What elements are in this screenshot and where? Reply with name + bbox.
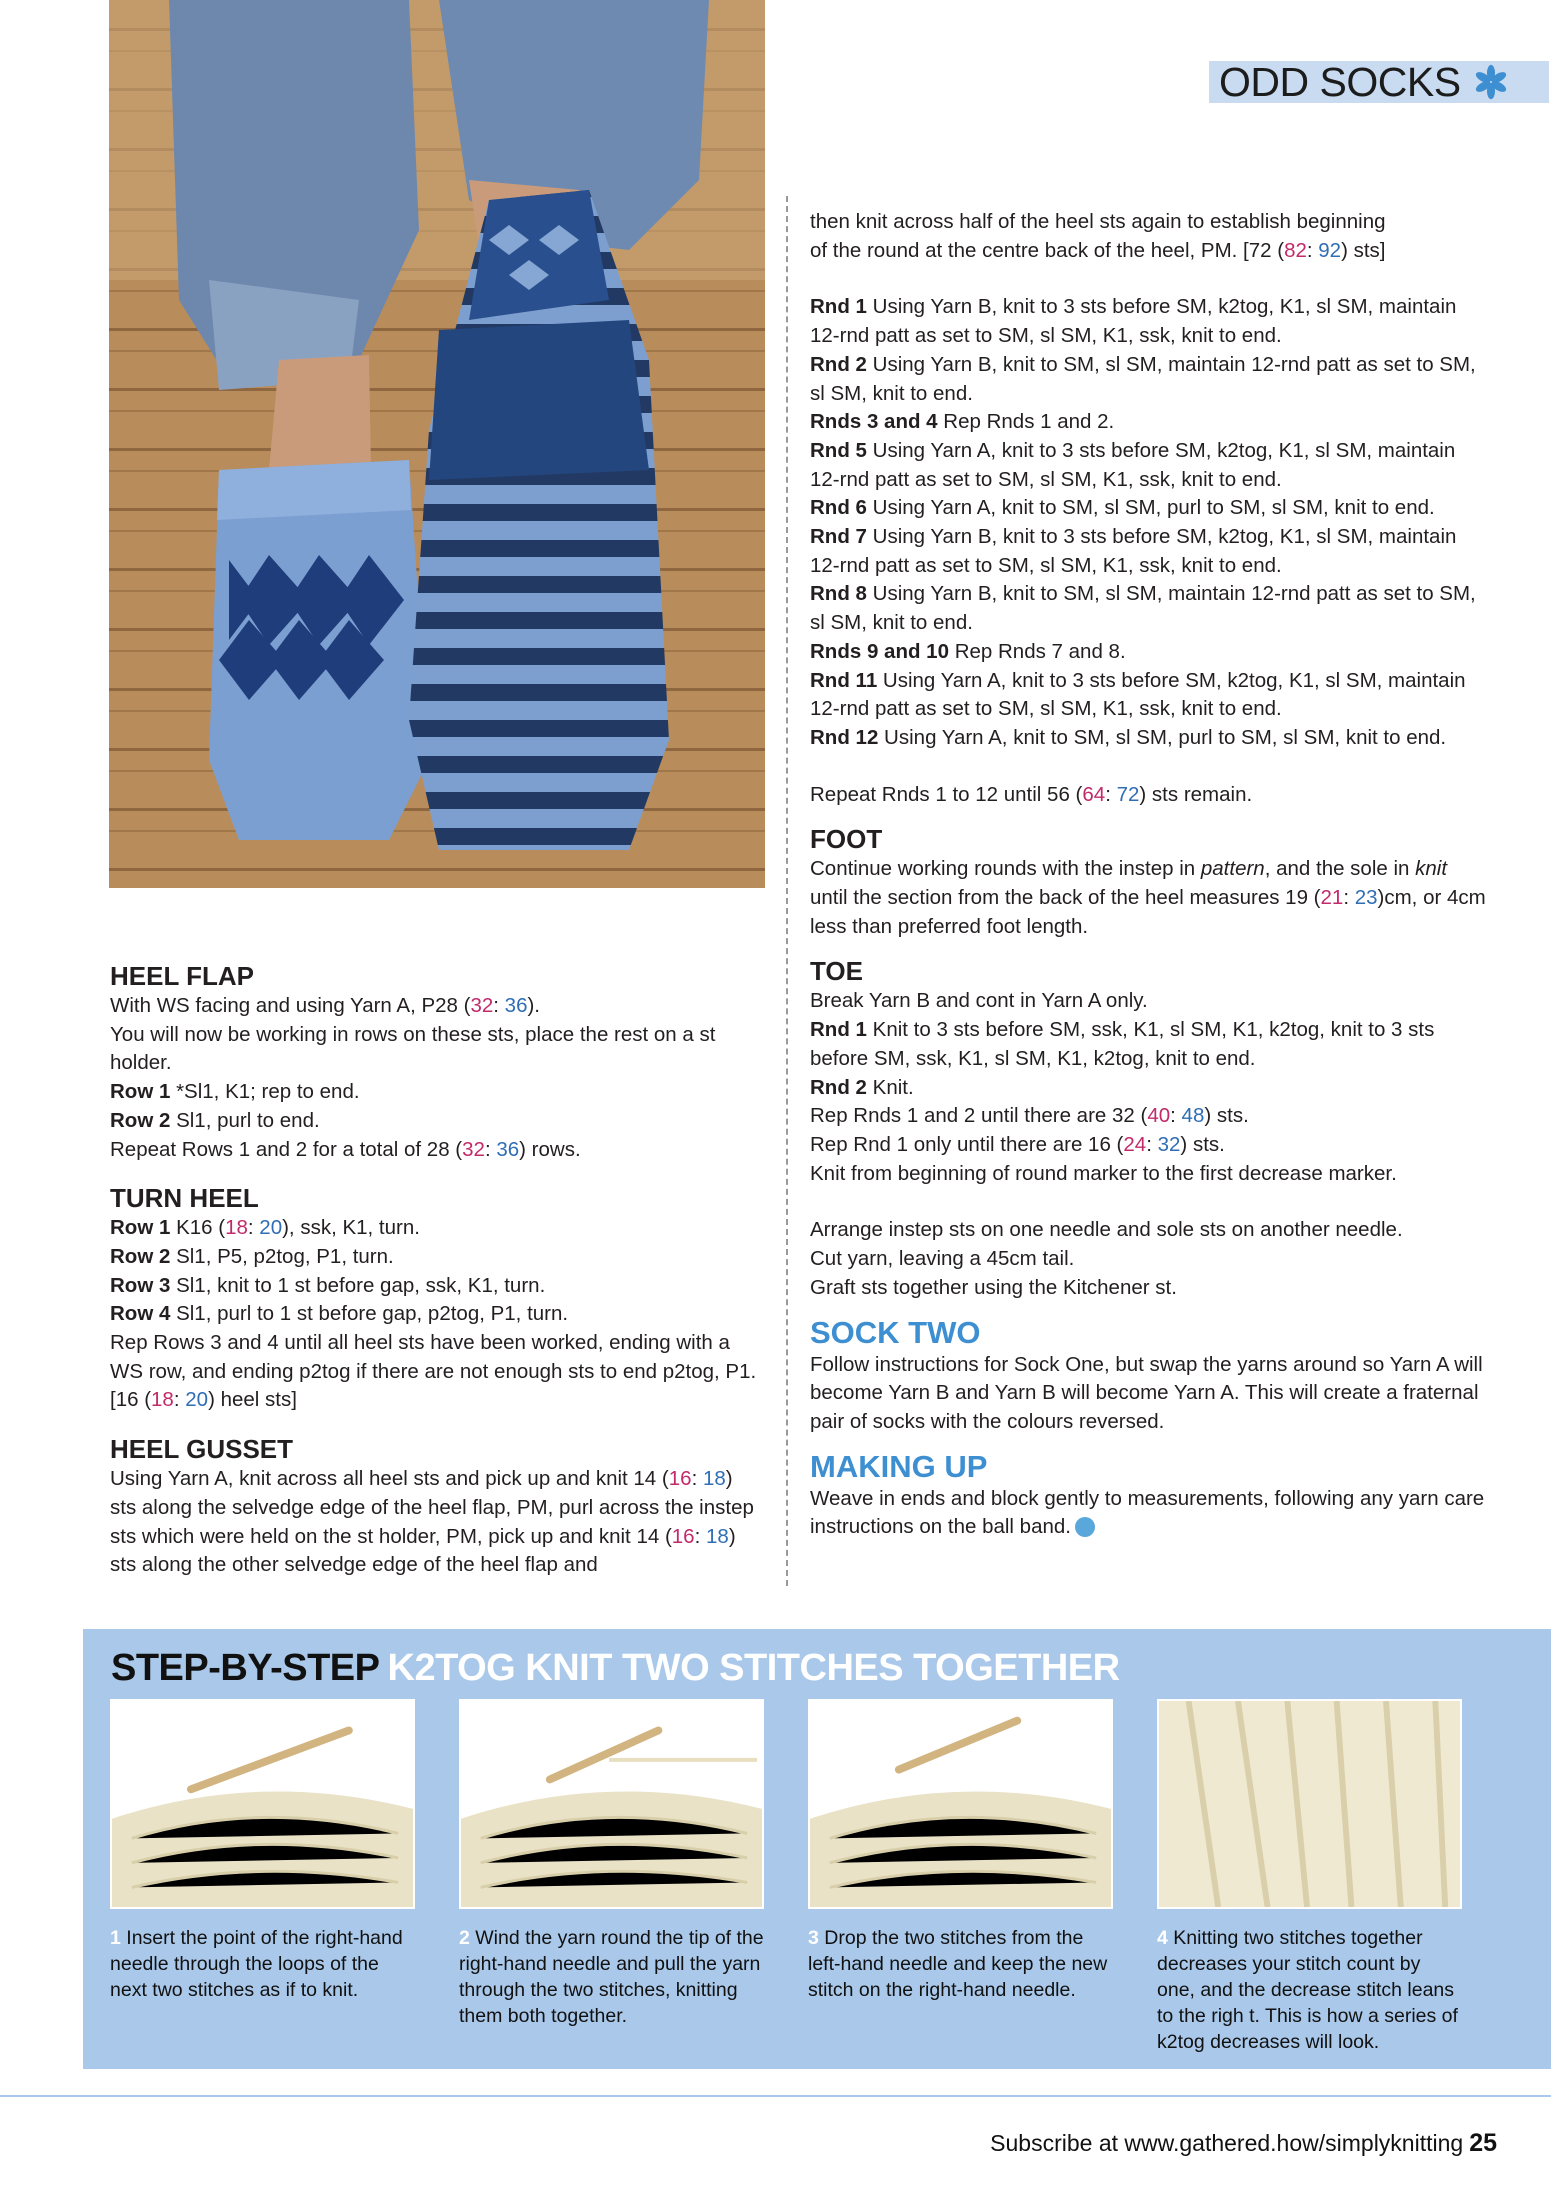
footer-subscribe-text: Subscribe at www.gathered.how/simplyknitting bbox=[990, 2130, 1464, 2156]
page-number: 25 bbox=[1469, 2129, 1497, 2157]
step-3-caption: 3 Drop the two stitches from the left-hand needle and keep the new stitch on the right-hand needle. bbox=[808, 1927, 1108, 2001]
step-3 bbox=[808, 1699, 1113, 2003]
foot-heading: FOOT bbox=[810, 824, 883, 855]
rnd-7: Rnd 7 Using Yarn B, knit to 3 sts before SM, k2tog, K1, sl SM, maintain 12-rnd patt as set to SM, sl SM, K1, ssk, knit to end. bbox=[810, 525, 1457, 577]
step-1 bbox=[110, 1699, 415, 2003]
toe-line-8: Graft sts together using the Kitchener st. bbox=[810, 1275, 1177, 1299]
yarn-ball-icon bbox=[1075, 1517, 1095, 1537]
turn-heel-heading: TURN HEEL bbox=[110, 1183, 259, 1214]
foot-text: Continue working rounds with the instep in pattern, and the sole in knit until the section from the back of the heel measures 19 (21: 23)cm, or 4cm less than preferred foot length. bbox=[810, 857, 1486, 938]
toe-line-7: Cut yarn, leaving a 45cm tail. bbox=[810, 1247, 1075, 1271]
heel-flap-line-1: With WS facing and using Yarn A, P28 (32: 36). bbox=[110, 994, 541, 1017]
toe-rnd-1: Rnd 1 Knit to 3 sts before SM, ssk, K1, sl SM, K1, k2tog, knit to 3 sts before SM, ssk, K1, sl SM, K1, k2tog, knit to end. bbox=[810, 1018, 1435, 1070]
step-1-caption: 1 Insert the point of the right-hand needle through the loops of the next two stitches as if to knit. bbox=[110, 1927, 403, 2001]
turn-heel-row-2: Row 2 Sl1, P5, p2tog, P1, turn. bbox=[110, 1244, 394, 1268]
step-4 bbox=[1157, 1699, 1462, 2055]
heel-flap-line-2: You will now be working in rows on these sts, place the rest on a st holder. bbox=[110, 1022, 716, 1075]
sock-two-text: Follow instructions for Sock One, but swap the yarns around so Yarn A will become Yarn B and Yarn B will become Yarn A. This will create a fraternal pair of socks with the colours reversed. bbox=[810, 1352, 1483, 1433]
heel-gusset-heading: HEEL GUSSET bbox=[110, 1434, 294, 1465]
step-by-step-panel bbox=[83, 1629, 1551, 2069]
section-title: ODD SOCKS bbox=[1219, 58, 1461, 105]
toe-repeat-1: Rep Rnds 1 and 2 until there are 32 (40: 48) sts. bbox=[810, 1104, 1249, 1128]
section-header bbox=[1209, 58, 1549, 105]
step-by-step-title: STEP-BY-STEP K2TOG KNIT TWO STITCHES TOGETHER bbox=[111, 1647, 1120, 1689]
toe-heading: TOE bbox=[810, 956, 863, 987]
toe-line-1: Break Yarn B and cont in Yarn A only. bbox=[810, 989, 1148, 1013]
step-2-caption: 2 Wind the yarn round the tip of the right-hand needle and pull the yarn through the two stitches, knitting them both together. bbox=[459, 1927, 764, 2027]
step-3-image bbox=[808, 1699, 1113, 1909]
heel-flap-row-1: Row 1 *Sl1, K1; rep to end. bbox=[110, 1080, 360, 1104]
asterisk-flower-icon bbox=[1473, 64, 1509, 100]
making-up-heading: MAKING UP bbox=[810, 1448, 988, 1484]
step-4-image bbox=[1157, 1699, 1462, 1909]
making-up-text: Weave in ends and block gently to measurements, following any yarn care instructions on the ball band. bbox=[810, 1486, 1485, 1539]
rnd-11: Rnd 11 Using Yarn A, knit to 3 sts before SM, k2tog, K1, sl SM, maintain 12-rnd patt as set to SM, sl SM, K1, ssk, knit to end. bbox=[810, 668, 1466, 721]
heel-gusset-text: Using Yarn A, knit across all heel sts and pick up and knit 14 (16: 18) sts along the selvedge edge of the heel flap, PM, purl across the instep sts which were held on the st holder, PM, pick up and knit 14 (16: 18) sts along the other selvedge edge of the heel flap and bbox=[110, 1467, 754, 1577]
toe-rnd-2: Rnd 2 Knit. bbox=[810, 1075, 914, 1099]
rnd-8: Rnd 8 Using Yarn B, knit to SM, sl SM, maintain 12-rnd patt as set to SM, sl SM, knit to end. bbox=[810, 582, 1476, 635]
right-column bbox=[810, 208, 1490, 1542]
rnd-1: Rnd 1 Using Yarn B, knit to 3 sts before SM, k2tog, K1, sl SM, maintain 12-rnd patt as set to SM, sl SM, K1, ssk, knit to end. bbox=[810, 295, 1457, 348]
intro-text: then knit across half of the heel sts again to establish beginning of the round at the centre back of the heel, PM. [72 (82: 92) sts] bbox=[810, 210, 1386, 262]
rnds-3-4: Rnds 3 and 4 Rep Rnds 1 and 2. bbox=[810, 410, 1115, 434]
toe-line-6: Arrange instep sts on one needle and sole sts on another needle. bbox=[810, 1218, 1403, 1242]
rnd-5: Rnd 5 Using Yarn A, knit to 3 sts before SM, k2tog, K1, sl SM, maintain 12-rnd patt as set to SM, sl SM, K1, ssk, knit to end. bbox=[810, 438, 1456, 491]
rnd-6: Rnd 6 Using Yarn A, knit to SM, sl SM, purl to SM, sl SM, knit to end. bbox=[810, 496, 1435, 520]
step-4-caption: 4 Knitting two stitches together decreases your stitch count by one, and the decrease stitch leans to the righ t. This is how a series of k2tog decreases will look. bbox=[1157, 1927, 1458, 2053]
column-divider bbox=[786, 196, 788, 1586]
left-column bbox=[110, 950, 760, 1580]
toe-line-5: Knit from beginning of round marker to the first decrease marker. bbox=[810, 1161, 1397, 1185]
turn-heel-row-4: Row 4 Sl1, purl to 1 st before gap, p2tog, P1, turn. bbox=[110, 1302, 569, 1326]
turn-heel-row-1: Row 1 K16 (18: 20), ssk, K1, turn. bbox=[110, 1216, 420, 1240]
heel-flap-heading: HEEL FLAP bbox=[110, 961, 254, 991]
socks-photo bbox=[109, 0, 765, 888]
footer-rule bbox=[0, 2095, 1551, 2097]
rnd-2: Rnd 2 Using Yarn B, knit to SM, sl SM, maintain 12-rnd patt as set to SM, sl SM, knit to end. bbox=[810, 352, 1476, 405]
turn-heel-repeat: Rep Rows 3 and 4 until all heel sts have been worked, ending with a WS row, and ending p2tog if there are not enough sts to end p2tog, P1. [16 (18: 20) heel sts] bbox=[110, 1331, 757, 1412]
step-2-image bbox=[459, 1699, 764, 1909]
turn-heel-row-3: Row 3 Sl1, knit to 1 st before gap, ssk, K1, turn. bbox=[110, 1273, 546, 1297]
step-2 bbox=[459, 1699, 764, 2029]
heel-flap-repeat: Repeat Rows 1 and 2 for a total of 28 (32: 36) rows. bbox=[110, 1137, 581, 1161]
toe-repeat-2: Rep Rnd 1 only until there are 16 (24: 32) sts. bbox=[810, 1132, 1225, 1156]
heel-flap-row-2: Row 2 Sl1, purl to end. bbox=[110, 1108, 320, 1132]
repeat-text: Repeat Rnds 1 to 12 until 56 (64: 72) sts remain. bbox=[810, 782, 1253, 806]
step-1-image bbox=[110, 1699, 415, 1909]
footer bbox=[990, 2129, 1497, 2158]
rnd-12: Rnd 12 Using Yarn A, knit to SM, sl SM, purl to SM, sl SM, knit to end. bbox=[810, 725, 1447, 749]
rnds-9-10: Rnds 9 and 10 Rep Rnds 7 and 8. bbox=[810, 639, 1126, 663]
sock-two-heading: SOCK TWO bbox=[810, 1314, 981, 1350]
